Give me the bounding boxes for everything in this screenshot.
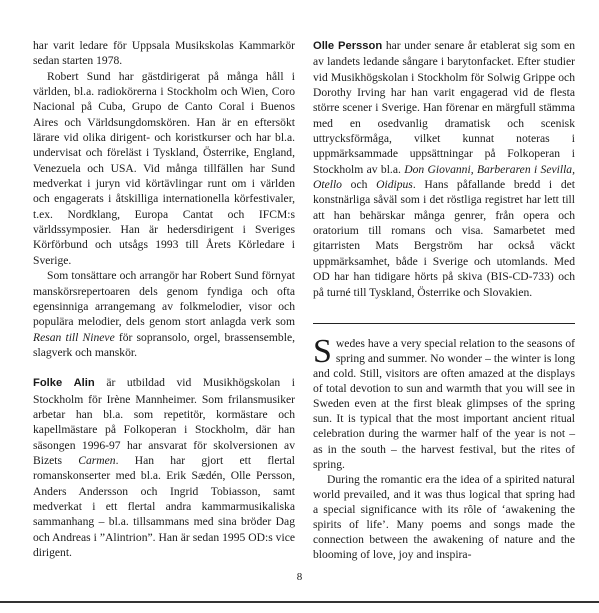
work-title: Carmen (78, 453, 116, 467)
text-segment: wedes have a very special relation to the seasons of spring and summer. No wonder – the winter is long and cold. Still, visitors are often amazed at the displays of total devotion to sun and warmth that you will see in Sweden even at the first bleak glimpses of the spring sun. It is typical that the most important ancient ritual celebration during the warmer half of the year is not – as in the south – the harvest festival, but the rites of spring. (313, 336, 575, 471)
text-segment: och (341, 178, 377, 192)
page-number: 8 (296, 571, 303, 583)
person-name-olle-persson: Olle Persson (313, 40, 383, 52)
left-column (33, 38, 295, 560)
work-titles: Don Giovanni, Barberaren i Sevilla, Otello (313, 162, 575, 192)
text-segment: . Han har gjort ett flertal romanskonserter med bl.a. Erik Sædén, Olle Persson, Anders Andersson och Ingrid Tobiasson, samt medverkat i ett flertal andra kammarmusikaliska sammanhang – bl.a. tillsammans med sina bröder Dag och Andreas i ”Alintrion”. Han är sedan 1995 OD:s vice dirigent. (33, 453, 295, 559)
drop-cap: S (313, 332, 332, 370)
right-column (313, 38, 575, 562)
paragraph-olle-persson (313, 38, 575, 300)
work-title: Resan till Nineve (33, 330, 115, 344)
text-segment: för sopransolo, orgel, brassensemble, slagverk och manskör. (33, 330, 295, 359)
text-segment: är utbildad vid Musikhögskolan i Stockholm för Irène Mannheimer. Som frilansmusiker arbetar han bl.a. som repetitör, kormästare och kapellmästare på Folkoperan i Stockholm, där han säsongen 1996-97 har ansvarat för skolversionen av Bizets (33, 376, 295, 467)
text-segment: . Hans påfallande bredd i det konstnärliga såväl som i det röstliga registret har lett till att han behärskar många genrer, från opera och oratorium till romans och visa. Samarbetet med gitarristen Mats Bergström har också väckt uppmärksamhet, både i Sverige och utomlands. Med OD har han tidigare hörts på skiva (BIS-CD-733) och på turné till Tyskland, Österrike och Slovakien. (313, 178, 575, 299)
paragraph-robert-sund-composer (33, 268, 295, 360)
page-bottom-rule (0, 601, 599, 603)
text-segment: Som tonsättare och arrangör har Robert Sund förnyat manskörsrepertoaren dels genom fyndiga och ofta egensinniga arrangemang av folkmelodier, visor och populära melodier, dels genom stort anlagda verk som (33, 269, 295, 329)
paragraph-english-intro (313, 332, 575, 472)
section-divider (313, 323, 575, 324)
paragraph-robert-sund-conducting: Robert Sund har gästdirigerat på många håll i världen, bl.a. radiokörerna i Stockholm och Wien, Coro Nacional på Cuba, Grupo de Canto Coral i Buenos Aires och Världsungdomskören. Han är en eftersökt lärare vid olika dirigent- och koristkurser och har bl.a. undervisat och föreläst i Tyskland, Österrike, England, Venezuela och USA. Vid många tillfällen har Sund medverkat i juryn vid körtävlingar runt om i världen och engagerats i åtskilliga internationella körfestivaler, t.ex. Nordklang, Europa Cantat och IFCM:s världssymposier. Han är hedersdirigent i Sveriges Körförbund och utsågs 1993 till Årets Körledare i Sverige. (33, 69, 295, 267)
person-name-folke-alin: Folke Alin (33, 377, 95, 390)
text-segment: har under senare år etablerat sig som en av landets ledande sångare i barytonfacket. Efter studier vid Musikhögskolan i Stockholm för Solwig Grippe och Dorothy Irving har han varit engagerad vid de flesta större scener i Sverige. Han förenar en märgfull stämma med en osedvanlig dramatisk och scenisk uttrycksförmåga, vilket kunnat noteras i uppmärksammade uppsättningar på Folkoperan i Stockholm av bl.a. (313, 39, 575, 176)
paragraph-english-romantic-era: During the romantic era the idea of a spirited natural world prevailed, and it was thus logical that spring had a special significance with its rôle of ‘awakening the spirits of life’. Many poems and songs made the connection between the awakening of nature and the blooming of love, joy and inspira- (313, 472, 575, 562)
paragraph-folke-alin (33, 375, 295, 560)
work-title: Oidipus (376, 178, 413, 192)
paragraph-continuation: har varit ledare för Uppsala Musikskolas Kammarkör sedan starten 1978. (33, 39, 295, 68)
